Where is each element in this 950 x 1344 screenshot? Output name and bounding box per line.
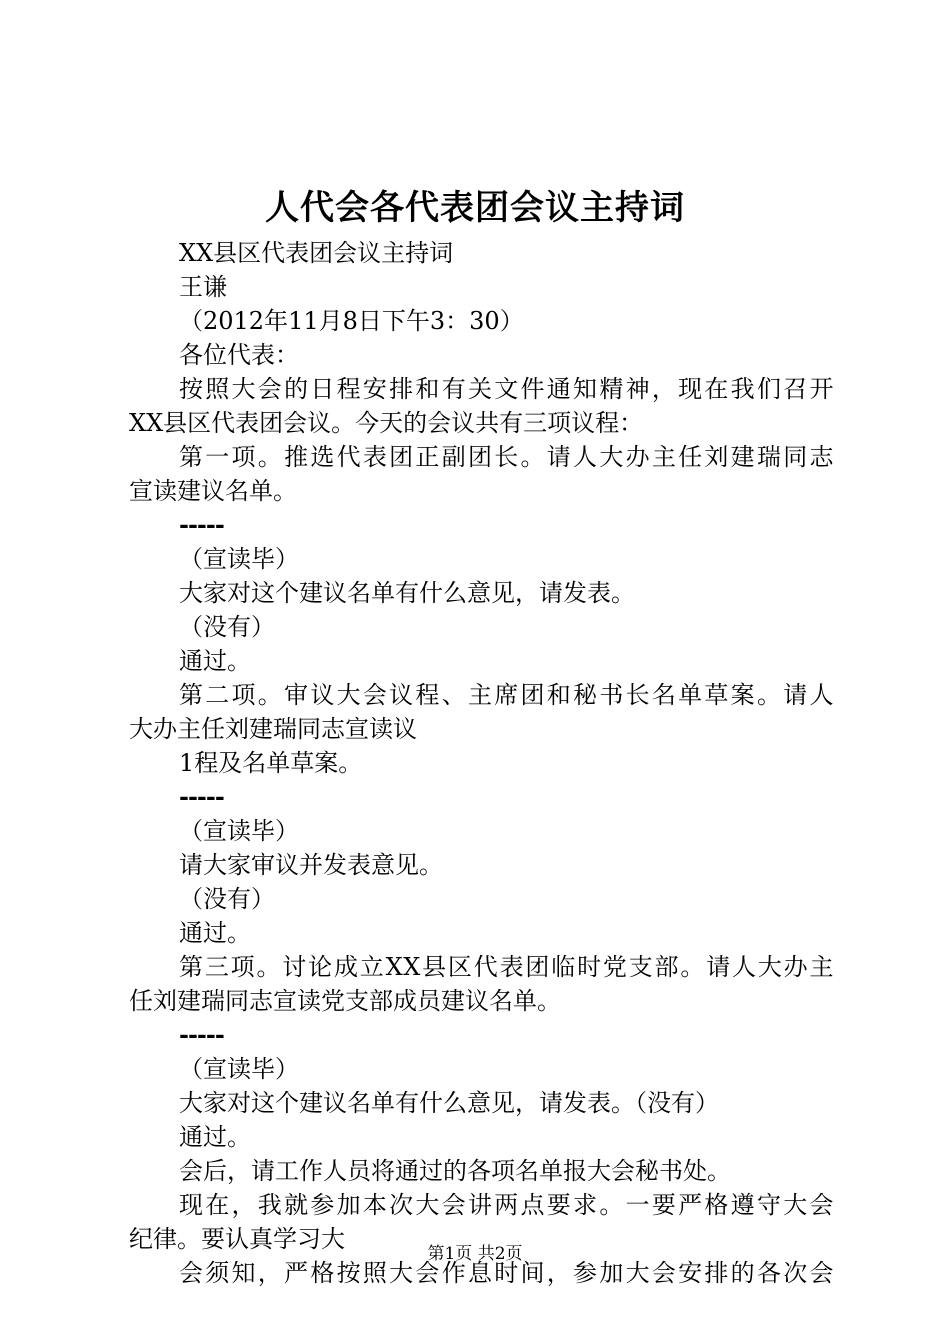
separator-line: ----- [179,1020,224,1049]
paragraph-line: 纪律。要认真学习大 [129,1225,345,1253]
salutation-line: 各位代表： [179,341,299,369]
paragraph-line: 大办主任刘建瑞同志宣读议 [129,715,417,743]
paragraph-line: 大家对这个建议名单有什么意见，请发表。 [179,579,635,607]
document-body [129,236,834,1290]
paragraph-line: 通过。 [179,1123,251,1151]
paragraph-line: 会须知，严格按照大会作息时间，参加大会安排的各次会 [179,1259,834,1287]
paragraph-line: 第三项。讨论成立XX县区代表团临时党支部。请人大办主 [179,953,834,981]
paragraph-line: （宣读毕） [179,545,299,573]
paragraph-line: （没有） [179,885,275,913]
paragraph-line: 1程及名单草案。 [179,749,363,777]
paragraph-line: 大家对这个建议名单有什么意见，请发表。（没有） [179,1089,719,1117]
paragraph-line: 按照大会的日程安排和有关文件通知精神，现在我们召开 [179,375,834,403]
paragraph-line: 会后，请工作人员将通过的各项名单报大会秘书处。 [179,1157,731,1185]
paragraph-line: （宣读毕） [179,817,299,845]
author-line: 王谦 [179,273,227,301]
paragraph-line: 任刘建瑞同志宣读党支部成员建议名单。 [129,987,561,1015]
paragraph-line: 宣读建议名单。 [129,477,297,505]
paragraph-line: （宣读毕） [179,1055,299,1083]
paragraph-line: 第二项。审议大会议程、主席团和秘书长名单草案。请人 [179,681,834,709]
separator-line: ----- [179,510,224,539]
paragraph-line: 第一项。推选代表团正副团长。请人大办主任刘建瑞同志 [179,443,834,471]
document-title: 人代会各代表团会议主持词 [265,188,685,228]
date-line: （2012年11月8日下午3：30） [179,307,524,335]
paragraph-line: 请大家审议并发表意见。 [179,851,443,879]
page-footer: 第1页 共2页 [427,1244,523,1264]
paragraph-line: 通过。 [179,647,251,675]
paragraph-line: 通过。 [179,919,251,947]
subtitle-line: XX县区代表团会议主持词 [179,239,454,267]
paragraph-line: 现在，我就参加本次大会讲两点要求。一要严格遵守大会 [179,1191,834,1219]
paragraph-line: XX县区代表团会议。今天的会议共有三项议程： [129,409,644,437]
separator-line: ----- [179,782,224,811]
paragraph-line: （没有） [179,613,275,641]
